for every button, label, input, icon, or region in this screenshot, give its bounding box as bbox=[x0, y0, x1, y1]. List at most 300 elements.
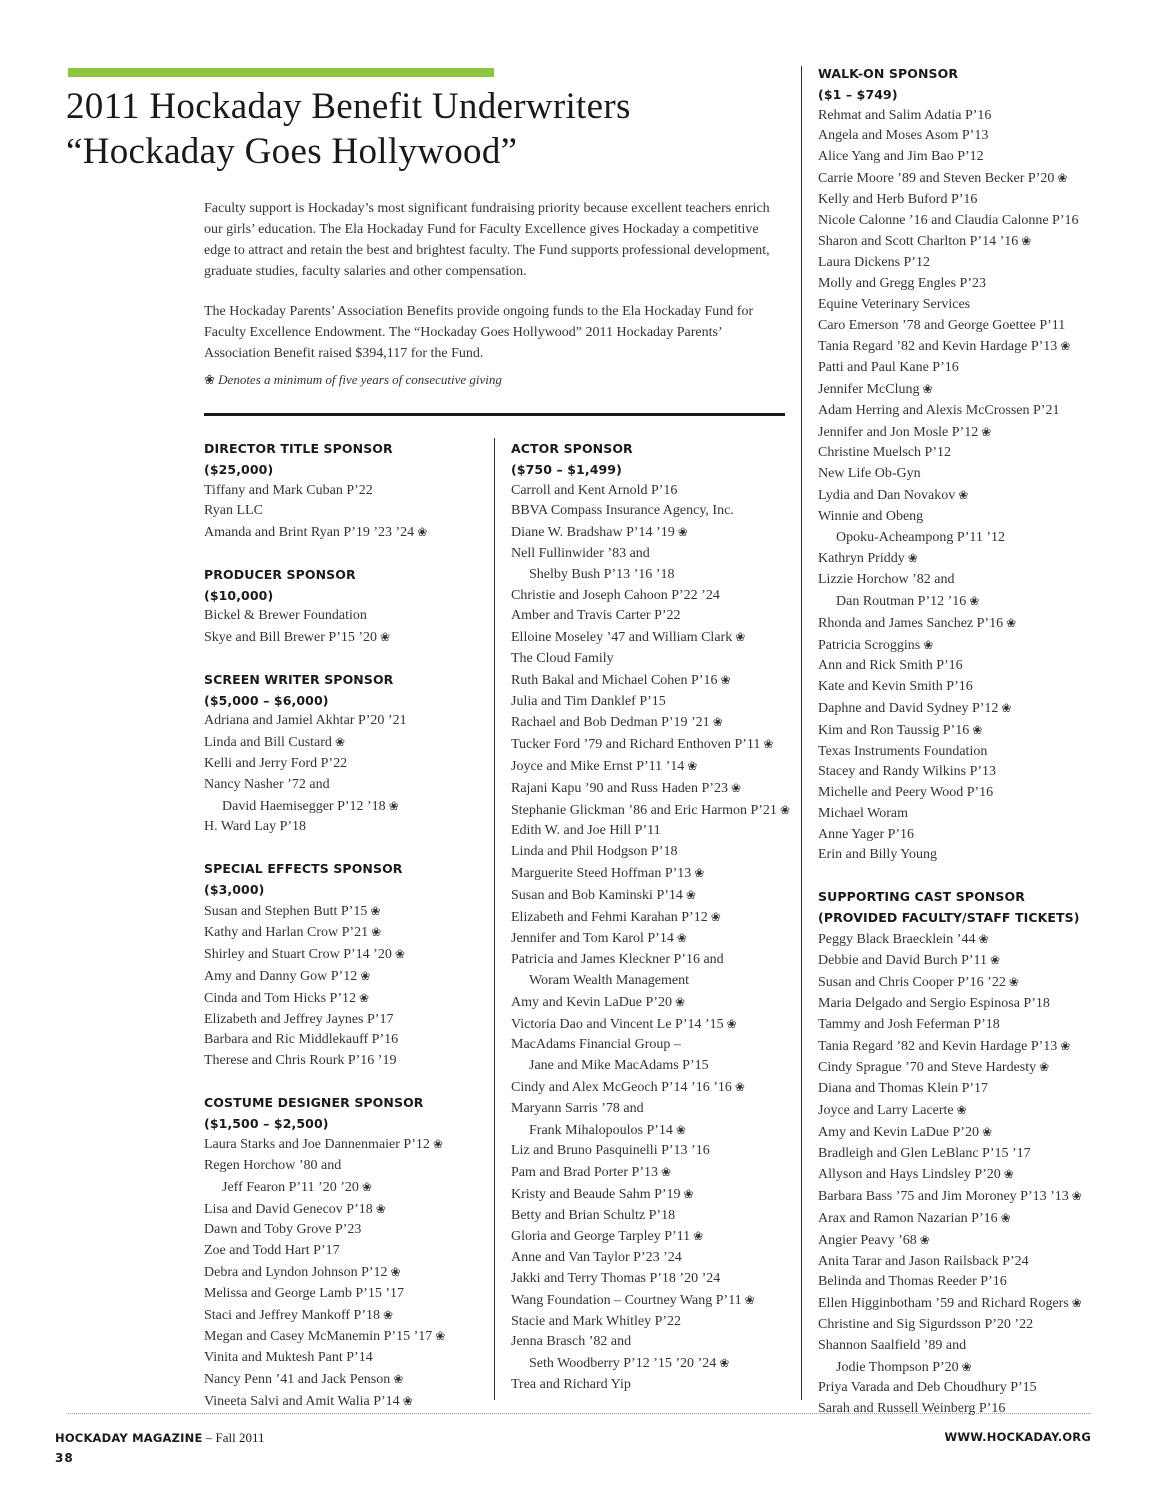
donor-name bbox=[818, 656, 1118, 677]
sponsor-level-range: ($10,000) bbox=[204, 587, 274, 603]
sponsor-level-title: COSTUME DESIGNER SPONSOR bbox=[204, 1094, 424, 1110]
flower-icon: ❀ bbox=[390, 1265, 401, 1280]
donor-name-text: Peggy Black Braecklein ’44 bbox=[818, 931, 976, 947]
donor-name bbox=[511, 627, 811, 649]
donor-name-text: Stephanie Glickman ’86 and Eric Harmon P’21 bbox=[511, 802, 777, 818]
donor-name-text: Anne Yager P’16 bbox=[818, 826, 915, 842]
donor-name bbox=[818, 825, 1118, 846]
flower-icon: ❀ bbox=[981, 424, 992, 439]
donor-name bbox=[818, 762, 1118, 783]
donor-name bbox=[204, 1220, 504, 1241]
donor-name bbox=[818, 1399, 1118, 1420]
donor-name-text: The Cloud Family bbox=[511, 650, 614, 666]
donor-name bbox=[818, 443, 1118, 464]
donor-name bbox=[818, 1357, 1118, 1379]
donor-name bbox=[818, 1208, 1118, 1230]
donor-name bbox=[818, 972, 1118, 994]
flower-icon: ❀ bbox=[720, 672, 731, 687]
donor-name bbox=[204, 988, 504, 1010]
donor-name bbox=[818, 211, 1118, 232]
donor-name-text: Megan and Casey McManemin P’15 ’17 bbox=[204, 1329, 433, 1345]
donor-name-text: Maryann Sarris ’78 and bbox=[511, 1100, 644, 1116]
donor-name-text: Cindy Sprague ’70 and Steve Hardesty bbox=[818, 1060, 1037, 1076]
flower-icon: ❀ bbox=[361, 1179, 372, 1194]
donor-name-text: Molly and Gregg Engles P’23 bbox=[818, 275, 986, 291]
sponsor-section bbox=[204, 859, 504, 1072]
donor-name bbox=[204, 522, 504, 544]
donor-name bbox=[511, 1077, 811, 1099]
flower-icon: ❀ bbox=[370, 903, 381, 918]
sponsor-level-title: WALK-ON SPONSOR bbox=[818, 66, 959, 81]
donor-name-text: Kim and Ron Taussig P’16 bbox=[818, 722, 970, 738]
donor-name bbox=[818, 1036, 1118, 1058]
sponsor-section bbox=[204, 670, 504, 838]
donor-name-text: Angela and Moses Asom P’13 bbox=[818, 128, 989, 144]
accent-bar bbox=[68, 68, 494, 77]
donor-name bbox=[818, 1378, 1118, 1399]
flower-icon: ❀ bbox=[1060, 1038, 1071, 1053]
flower-icon: ❀ bbox=[726, 1016, 737, 1031]
flower-icon: ❀ bbox=[1071, 1189, 1082, 1204]
legend-text: Denotes a minimum of five years of consecutive giving bbox=[218, 372, 502, 387]
flower-icon: ❀ bbox=[958, 487, 969, 502]
flower-icon: ❀ bbox=[1008, 975, 1019, 990]
donor-name-text: Opoku-Acheampong P’11 ’12 bbox=[836, 529, 1006, 545]
donor-name-text: Patricia Scroggins bbox=[818, 637, 921, 653]
flower-icon: ❀ bbox=[676, 931, 687, 946]
donor-name-text: Texas Instruments Foundation bbox=[818, 743, 988, 759]
donor-name-text: Sharon and Scott Charlton P’14 ’16 bbox=[818, 234, 1019, 250]
donor-name-text: Michael Woram bbox=[818, 805, 908, 821]
donor-name-text: Tucker Ford ’79 and Richard Enthoven P’11 bbox=[511, 737, 761, 753]
flower-icon: ❀ bbox=[956, 1103, 967, 1118]
donor-name bbox=[511, 821, 811, 842]
donor-name bbox=[204, 1177, 504, 1199]
donor-name bbox=[818, 1122, 1118, 1144]
donor-name bbox=[204, 1262, 504, 1284]
donor-name-text: Shirley and Stuart Crow P’14 ’20 bbox=[204, 947, 392, 963]
donor-name-text: Christine and Sig Sigurdsson P’20 ’22 bbox=[818, 1317, 1034, 1333]
donor-name bbox=[511, 756, 811, 778]
flower-icon: ❀ bbox=[1000, 1211, 1011, 1226]
donor-name bbox=[204, 627, 504, 649]
donor-name-text: Vinita and Muktesh Pant P’14 bbox=[204, 1350, 373, 1366]
donor-name bbox=[818, 698, 1118, 720]
donor-name bbox=[818, 507, 1118, 528]
donor-name bbox=[818, 1315, 1118, 1336]
donor-name bbox=[818, 783, 1118, 804]
donor-name bbox=[511, 1353, 811, 1375]
donor-name-text: Wang Foundation – Courtney Wang P’11 bbox=[511, 1292, 742, 1308]
donor-name bbox=[204, 711, 504, 732]
sponsor-level-title: PRODUCER SPONSOR bbox=[204, 566, 356, 582]
donor-name bbox=[818, 635, 1118, 657]
donor-name-text: Amber and Travis Carter P’22 bbox=[511, 608, 681, 624]
donor-name bbox=[204, 1134, 504, 1156]
donor-name-text: Liz and Bruno Pasquinelli P’13 ’16 bbox=[511, 1143, 710, 1159]
donor-name bbox=[511, 670, 811, 692]
donor-name-text: Ruth Bakal and Michael Cohen P’16 bbox=[511, 672, 718, 688]
donor-name bbox=[818, 1057, 1118, 1079]
donor-name-text: Arax and Ramon Nazarian P’16 bbox=[818, 1211, 998, 1227]
donor-name bbox=[511, 842, 811, 863]
flower-icon: ❀ bbox=[735, 630, 746, 645]
donor-name-text: Belinda and Thomas Reeder P’16 bbox=[818, 1274, 1007, 1290]
sponsor-section bbox=[204, 439, 504, 544]
donor-name-text: Barbara Bass ’75 and Jim Moroney P’13 ’13 bbox=[818, 1189, 1069, 1205]
flower-icon: ❀ bbox=[969, 593, 980, 608]
donor-name-text: Rehmat and Salim Adatia P’16 bbox=[818, 107, 992, 123]
donor-name-text: Linda and Bill Custard bbox=[204, 735, 332, 751]
flower-icon: ❀ bbox=[981, 1124, 993, 1139]
donor-name bbox=[204, 606, 504, 627]
donor-name bbox=[818, 570, 1118, 591]
page-title bbox=[66, 84, 786, 174]
donor-name bbox=[511, 1056, 811, 1077]
flower-icon: ❀ bbox=[388, 798, 399, 813]
sponsor-level-range: ($25,000) bbox=[204, 461, 274, 477]
donor-name-text: Marguerite Steed Hoffman P’13 bbox=[511, 865, 692, 881]
donor-name-text: Staci and Jeffrey Mankoff P’18 bbox=[204, 1307, 380, 1323]
flower-icon: ❀ bbox=[677, 525, 688, 540]
sponsor-section bbox=[818, 887, 1118, 1420]
donor-name bbox=[818, 106, 1118, 127]
flower-icon: ❀ bbox=[683, 1186, 694, 1201]
donor-name-text: Jodie Thompson P’20 bbox=[836, 1359, 959, 1375]
donor-name-text: Bradleigh and Glen LeBlanc P’15 ’17 bbox=[818, 1145, 1031, 1161]
donor-name bbox=[204, 1326, 504, 1348]
donor-name-text: Jakki and Terry Thomas P’18 ’20 ’24 bbox=[511, 1271, 721, 1287]
donor-name-text: Tania Regard ’82 and Kevin Hardage P’13 bbox=[818, 1038, 1058, 1054]
donor-name bbox=[818, 253, 1118, 274]
intro-text bbox=[204, 198, 784, 383]
donor-name-text: Jennifer McClung bbox=[818, 381, 920, 397]
donor-name bbox=[204, 796, 504, 818]
donor-name bbox=[511, 606, 811, 627]
donor-name bbox=[204, 1241, 504, 1262]
intro-paragraph-benefit: The Hockaday Parents’ Association Benefits provide ongoing funds to the Ela Hockaday Fund for Faculty Excellence Endowment. The “Hockaday Goes Hollywood” 2011 Hockaday Parents’ Association Benefit raised $394,117 for the Fund. bbox=[204, 304, 754, 361]
donor-name-text: Betty and Brian Schultz P’18 bbox=[511, 1207, 676, 1223]
flower-icon: ❀ bbox=[358, 990, 370, 1005]
flower-icon: ❀ bbox=[360, 968, 371, 983]
donor-name bbox=[818, 1079, 1118, 1100]
flower-icon: ❀ bbox=[204, 372, 215, 387]
donor-list bbox=[818, 106, 1118, 867]
flower-icon: ❀ bbox=[371, 925, 382, 940]
donor-name-text: Amy and Kevin LaDue P’20 bbox=[818, 1124, 979, 1140]
donor-name-text: Kristy and Beaude Sahm P’19 bbox=[511, 1186, 681, 1202]
donor-name bbox=[204, 1010, 504, 1031]
donor-name-text: Ellen Higginbotham ’59 and Richard Rogers bbox=[818, 1296, 1069, 1312]
flower-icon: ❀ bbox=[730, 780, 742, 795]
sponsor-level-title: DIRECTOR TITLE SPONSOR bbox=[204, 441, 393, 456]
donor-name-text: Laura Dickens P’12 bbox=[818, 255, 930, 271]
flower-icon: ❀ bbox=[375, 1201, 386, 1216]
donor-list bbox=[204, 481, 504, 544]
flower-icon: ❀ bbox=[712, 715, 723, 730]
donor-name bbox=[818, 845, 1118, 866]
donor-name-text: MacAdams Financial Group – bbox=[511, 1037, 681, 1053]
donor-name-text: Susan and Stephen Butt P’15 bbox=[204, 903, 368, 919]
donor-name bbox=[204, 817, 504, 838]
donor-name-text: Lisa and David Genecov P’18 bbox=[204, 1201, 373, 1217]
flower-icon: ❀ bbox=[923, 637, 934, 652]
donor-name-text: Dawn and Toby Grove P’23 bbox=[204, 1222, 362, 1238]
page-number: 38 bbox=[55, 1451, 74, 1465]
donor-name-text: Elloine Moseley ’47 and William Clark bbox=[511, 630, 733, 646]
donor-list bbox=[818, 929, 1118, 1420]
donor-name-text: Christie and Joseph Cahoon P’22 ’24 bbox=[511, 587, 720, 603]
flower-icon: ❀ bbox=[674, 994, 686, 1009]
donor-name-text: Kelli and Jerry Ford P’22 bbox=[204, 755, 348, 771]
donor-name-text: Joyce and Mike Ernst P’11 ’14 bbox=[511, 758, 685, 774]
donor-name bbox=[204, 966, 504, 988]
donor-name-text: Susan and Chris Cooper P’16 ’22 bbox=[818, 975, 1006, 991]
sponsor-level-range: ($1,500 – $2,500) bbox=[204, 1115, 329, 1131]
flower-icon: ❀ bbox=[763, 737, 774, 752]
donor-name bbox=[818, 358, 1118, 379]
donor-name-text: Stacey and Randy Wilkins P’13 bbox=[818, 764, 997, 780]
donor-list bbox=[204, 1134, 504, 1412]
giving-legend bbox=[204, 372, 502, 388]
flower-icon: ❀ bbox=[694, 865, 705, 880]
donor-name bbox=[818, 1164, 1118, 1186]
donor-name bbox=[204, 501, 504, 522]
donor-name bbox=[511, 1141, 811, 1162]
donor-name-text: Jennifer and Jon Mosle P’12 bbox=[818, 424, 979, 440]
donor-name bbox=[511, 712, 811, 734]
donor-name bbox=[511, 1184, 811, 1206]
donor-name bbox=[818, 950, 1118, 972]
donor-name bbox=[511, 1290, 811, 1312]
donor-name bbox=[818, 591, 1118, 613]
donor-name-text: Patti and Paul Kane P’16 bbox=[818, 360, 959, 376]
flower-icon: ❀ bbox=[972, 722, 983, 737]
donor-name-text: Winnie and Obeng bbox=[818, 508, 924, 524]
donor-name bbox=[818, 548, 1118, 570]
sponsor-column-1 bbox=[204, 439, 504, 1433]
flower-icon: ❀ bbox=[990, 953, 1001, 968]
flower-icon: ❀ bbox=[922, 381, 933, 396]
donor-name-text: Shelby Bush P’13 ’16 ’18 bbox=[529, 566, 675, 582]
flower-icon: ❀ bbox=[719, 1356, 730, 1371]
donor-name-text: Anne and Van Taylor P’23 ’24 bbox=[511, 1250, 682, 1266]
donor-name-text: Caro Emerson ’78 and George Goettee P’11 bbox=[818, 317, 1066, 333]
donor-name-text: Debbie and David Burch P’11 bbox=[818, 953, 987, 969]
donor-name bbox=[511, 778, 811, 800]
donor-name bbox=[511, 734, 811, 756]
flower-icon: ❀ bbox=[710, 909, 721, 924]
donor-name-text: Dan Routman P’12 ’16 bbox=[836, 593, 967, 609]
donor-name bbox=[511, 565, 811, 586]
intro-paragraph-faculty: Faculty support is Hockaday’s most significant fundraising priority because excellent teachers enrich our girls’ education. The Ela Hockaday Fund for Faculty Excellence gives Hockaday a competitive edge to attract and retain the best and brightest faculty. The Fund supports professional development, graduate studies, faculty salaries and other compensation. bbox=[204, 201, 770, 279]
sponsor-level-range: (PROVIDED FACULTY/STAFF TICKETS) bbox=[818, 909, 1080, 925]
donor-name-text: Tania Regard ’82 and Kevin Hardage P’13 bbox=[818, 339, 1058, 355]
donor-name bbox=[511, 586, 811, 607]
donor-name-text: Maria Delgado and Sergio Espinosa P’18 bbox=[818, 996, 1050, 1012]
donor-name-text: Jeff Fearon P’11 ’20 ’20 bbox=[222, 1179, 359, 1195]
donor-name bbox=[511, 1226, 811, 1248]
flower-icon: ❀ bbox=[393, 1372, 404, 1387]
donor-name bbox=[818, 126, 1118, 147]
donor-name-text: Frank Mihalopoulos P’14 bbox=[529, 1122, 673, 1138]
section-divider bbox=[204, 413, 785, 416]
donor-name bbox=[511, 522, 811, 544]
donor-name bbox=[818, 720, 1118, 742]
donor-name-text: Angier Peavy ’68 bbox=[818, 1232, 917, 1248]
donor-name bbox=[818, 1293, 1118, 1315]
donor-name-text: Melissa and George Lamb P’15 ’17 bbox=[204, 1285, 404, 1301]
sponsor-section bbox=[204, 565, 504, 649]
donor-name bbox=[204, 1369, 504, 1391]
flower-icon: ❀ bbox=[1057, 170, 1068, 185]
donor-name bbox=[818, 1230, 1118, 1252]
footer-magazine bbox=[55, 1430, 265, 1446]
donor-name-text: Jane and Mike MacAdams P’15 bbox=[529, 1058, 709, 1074]
flower-icon: ❀ bbox=[432, 1137, 443, 1152]
sponsor-section bbox=[204, 1093, 504, 1413]
donor-name-text: Shannon Saalfield ’89 and bbox=[818, 1337, 967, 1353]
donor-name-text: Priya Varada and Deb Choudhury P’15 bbox=[818, 1380, 1037, 1396]
donor-name bbox=[818, 742, 1118, 763]
donor-name-text: Julia and Tim Danklef P’15 bbox=[511, 693, 666, 709]
sponsor-section bbox=[511, 439, 811, 1396]
donor-name-text: Kathryn Priddy bbox=[818, 551, 905, 567]
donor-name bbox=[818, 929, 1118, 951]
donor-name bbox=[204, 775, 504, 796]
donor-name bbox=[818, 147, 1118, 168]
donor-name-text: New Life Ob-Gyn bbox=[818, 466, 921, 482]
donor-name-text: Daphne and David Sydney P’12 bbox=[818, 700, 999, 716]
donor-name bbox=[204, 754, 504, 775]
donor-name-text: Sarah and Russell Weinberg P’16 bbox=[818, 1401, 1006, 1417]
donor-name bbox=[818, 1015, 1118, 1036]
flower-icon: ❀ bbox=[734, 1079, 745, 1094]
flower-icon: ❀ bbox=[685, 887, 696, 902]
donor-name bbox=[818, 613, 1118, 635]
donor-name bbox=[204, 944, 504, 966]
footer-rule bbox=[68, 1413, 1091, 1414]
donor-name-text: Laura Starks and Joe Dannenmaier P’12 bbox=[204, 1137, 430, 1153]
donor-name bbox=[511, 1035, 811, 1056]
donor-name-text: Christine Muelsch P’12 bbox=[818, 445, 951, 461]
donor-name-text: Edith W. and Joe Hill P’11 bbox=[511, 823, 661, 839]
flower-icon: ❀ bbox=[394, 947, 405, 962]
donor-name bbox=[511, 863, 811, 885]
sponsor-level-title: SCREEN WRITER SPONSOR bbox=[204, 671, 394, 687]
flower-icon: ❀ bbox=[1021, 234, 1032, 249]
donor-name-text: Jenna Brasch ’82 and bbox=[511, 1334, 632, 1350]
donor-name bbox=[204, 1156, 504, 1177]
donor-name-text: Equine Veterinary Services bbox=[818, 296, 971, 312]
donor-name bbox=[511, 1312, 811, 1333]
donor-name bbox=[511, 1332, 811, 1353]
donor-name-text: Lizzie Horchow ’82 and bbox=[818, 572, 955, 588]
flower-icon: ❀ bbox=[380, 630, 391, 645]
sponsor-level-range: ($3,000) bbox=[204, 881, 265, 897]
donor-name-text: Debra and Lyndon Johnson P’12 bbox=[204, 1265, 388, 1281]
flower-icon: ❀ bbox=[334, 735, 345, 750]
donor-name-text: Jennifer and Tom Karol P’14 bbox=[511, 931, 674, 947]
donor-name-text: Cindy and Alex McGeoch P’14 ’16 ’16 bbox=[511, 1079, 732, 1095]
title-line-1: 2011 Hockaday Benefit Underwriters bbox=[66, 86, 631, 127]
flower-icon: ❀ bbox=[961, 1359, 972, 1374]
donor-name bbox=[511, 992, 811, 1014]
donor-name-text: Erin and Billy Young bbox=[818, 847, 938, 863]
donor-name-text: Vineeta Salvi and Amit Walia P’14 bbox=[204, 1393, 400, 1409]
donor-name bbox=[511, 501, 811, 522]
donor-name-text: Patricia and James Kleckner P’16 and bbox=[511, 952, 724, 968]
flower-icon: ❀ bbox=[693, 1229, 704, 1244]
donor-name bbox=[204, 1305, 504, 1327]
donor-name-text: Diana and Thomas Klein P’17 bbox=[818, 1081, 989, 1097]
flower-icon: ❀ bbox=[1060, 339, 1071, 354]
donor-name-text: Ryan LLC bbox=[204, 503, 263, 519]
donor-name bbox=[511, 481, 811, 502]
donor-name-text: Elizabeth and Fehmi Karahan P’12 bbox=[511, 909, 708, 925]
donor-name-text: Barbara and Ric Middlekauff P’16 bbox=[204, 1032, 399, 1048]
donor-name bbox=[204, 922, 504, 944]
donor-name bbox=[511, 950, 811, 971]
flower-icon: ❀ bbox=[660, 1165, 672, 1180]
donor-name bbox=[818, 1144, 1118, 1165]
donor-name bbox=[511, 907, 811, 929]
donor-name bbox=[204, 1199, 504, 1221]
donor-name-text: Allyson and Hays Lindsley P’20 bbox=[818, 1167, 1001, 1183]
sponsor-column-2 bbox=[511, 439, 811, 1417]
donor-name-text: Nancy Nasher ’72 and bbox=[204, 776, 330, 792]
donor-name-text: Pam and Brad Porter P’13 bbox=[511, 1165, 658, 1181]
donor-name bbox=[204, 1284, 504, 1305]
donor-name bbox=[511, 1375, 811, 1396]
donor-name-text: Tiffany and Mark Cuban P’22 bbox=[204, 482, 373, 498]
donor-list bbox=[511, 481, 811, 1396]
donor-name bbox=[511, 544, 811, 565]
donor-name bbox=[818, 295, 1118, 316]
donor-name bbox=[511, 1162, 811, 1184]
magazine-name: HOCKADAY MAGAZINE bbox=[55, 1431, 203, 1445]
donor-name-text: Nicole Calonne ’16 and Claudia Calonne P’16 bbox=[818, 212, 1079, 228]
flower-icon: ❀ bbox=[1001, 700, 1012, 715]
donor-name-text: Adriana and Jamiel Akhtar P’20 ’21 bbox=[204, 713, 407, 729]
sponsor-level-range: ($5,000 – $6,000) bbox=[204, 692, 329, 708]
sponsor-level-range: ($1 – $749) bbox=[818, 86, 898, 102]
donor-name bbox=[818, 485, 1118, 507]
donor-name-text: Susan and Bob Kaminski P’14 bbox=[511, 887, 683, 903]
donor-name bbox=[511, 1206, 811, 1227]
donor-name-text: Elizabeth and Jeffrey Jaynes P’17 bbox=[204, 1011, 394, 1027]
donor-name-text: Therese and Chris Rourk P’16 ’19 bbox=[204, 1053, 397, 1069]
donor-name-text: Michelle and Peery Wood P’16 bbox=[818, 785, 994, 801]
flower-icon: ❀ bbox=[907, 551, 918, 566]
issue-label: – Fall 2011 bbox=[202, 1430, 265, 1445]
donor-name bbox=[818, 316, 1118, 337]
donor-name-text: Cinda and Tom Hicks P’12 bbox=[204, 990, 356, 1006]
donor-name bbox=[818, 677, 1118, 698]
donor-name bbox=[818, 274, 1118, 295]
donor-name-text: Adam Herring and Alexis McCrossen P’21 bbox=[818, 402, 1060, 418]
title-line-2: “Hockaday Goes Hollywood” bbox=[66, 131, 518, 172]
donor-name bbox=[511, 1269, 811, 1290]
donor-name bbox=[818, 336, 1118, 358]
sponsor-level-range: ($750 – $1,499) bbox=[511, 461, 622, 477]
donor-name-text: Woram Wealth Management bbox=[529, 972, 689, 988]
donor-name bbox=[818, 1100, 1118, 1122]
donor-name-text: Ann and Rick Smith P’16 bbox=[818, 658, 963, 674]
donor-name bbox=[511, 885, 811, 907]
donor-name bbox=[204, 732, 504, 754]
flower-icon: ❀ bbox=[1039, 1060, 1050, 1075]
